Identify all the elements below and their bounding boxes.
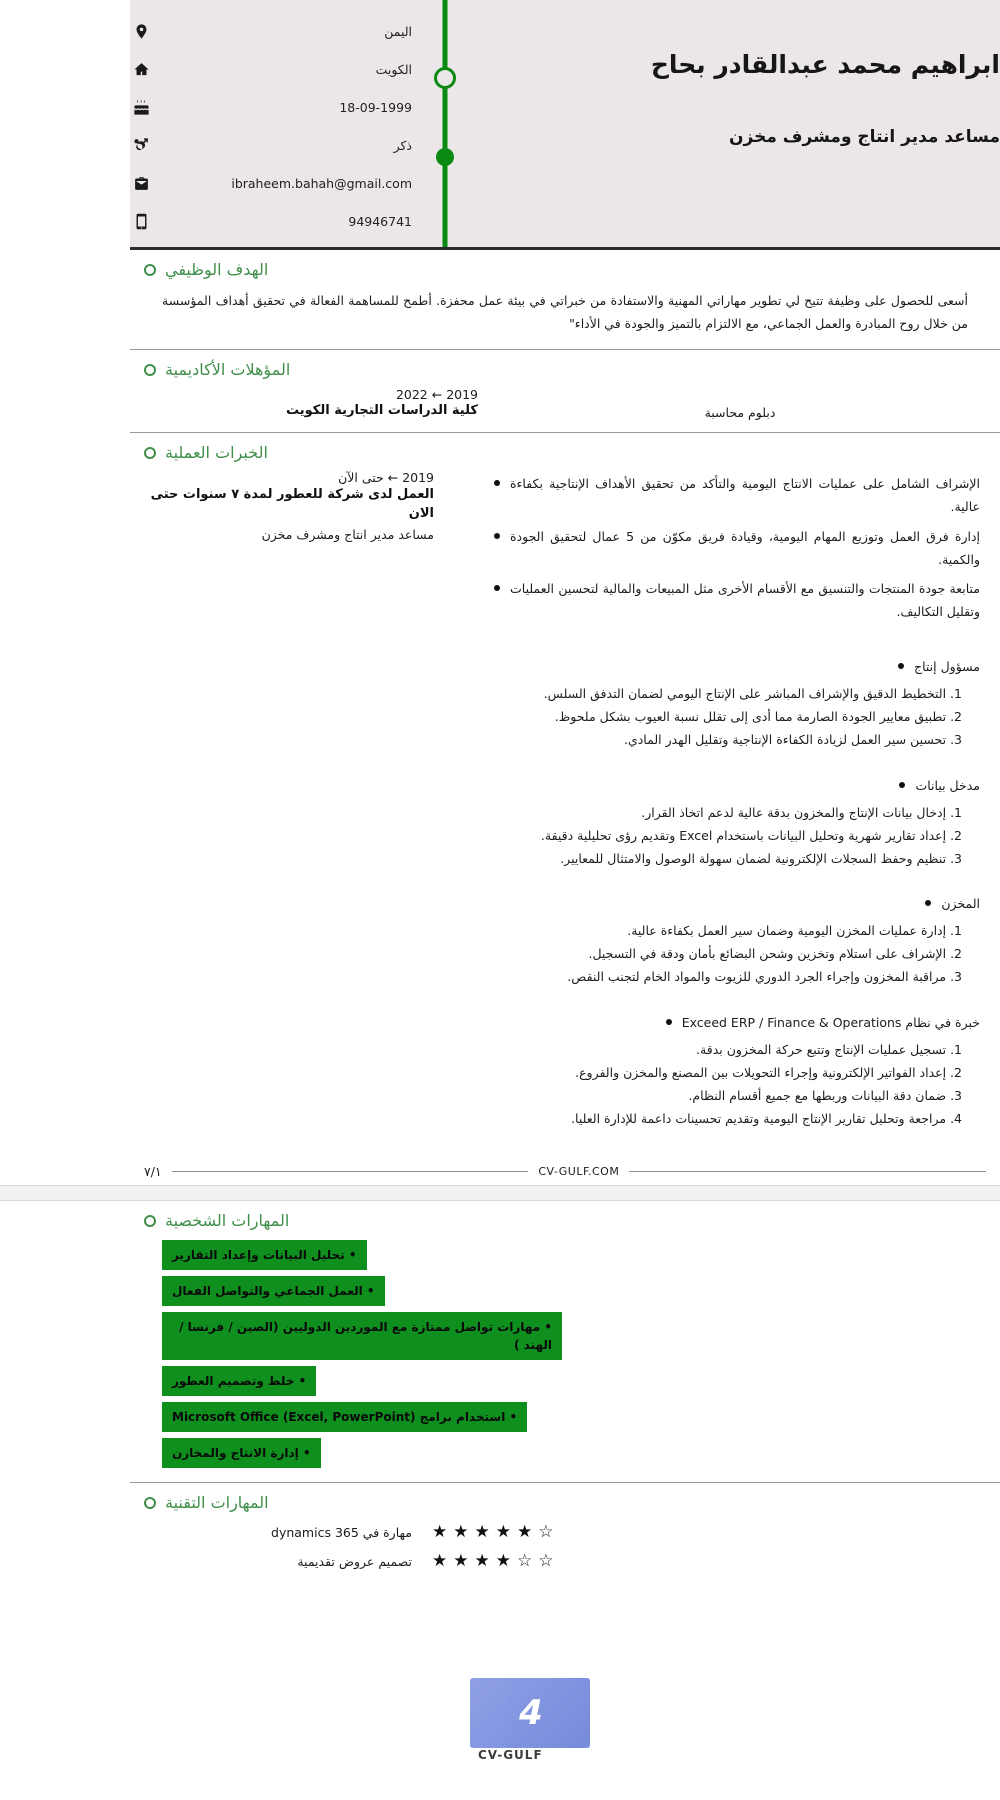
duty-group: [452, 892, 980, 989]
technical-skill-row: [144, 1518, 986, 1547]
circle-marker-icon: [144, 264, 156, 276]
location-pin-icon: [130, 20, 152, 42]
section-technical-skills: [130, 1483, 1000, 1576]
contact-item-residence: [130, 56, 412, 82]
bullet-row: [452, 525, 980, 571]
duty-item: 2. تطبيق معايير الجودة الصارمة مما أدى إلى تقلل نسبة العيوب بشكل ملحوظ.: [554, 709, 962, 725]
technical-skills-heading: [144, 1483, 986, 1518]
contact-item-gender: [130, 132, 412, 158]
experience-company: العمل لدى شركة للعطور لمدة ٧ سنوات حتى الان: [150, 487, 434, 522]
skill-tag: • إدارة الانتاج والمخازن: [162, 1438, 321, 1468]
bullet-dot-icon: [898, 663, 904, 669]
email-briefcase-icon: [130, 172, 152, 194]
experience-entry: [144, 468, 986, 1152]
objective-title: الهدف الوظيفي: [165, 260, 269, 279]
gender-icon: [130, 134, 152, 156]
duty-item-list: [452, 1038, 962, 1131]
experience-top-bullets: [452, 472, 980, 623]
rating-stars: [432, 1553, 554, 1570]
circle-marker-icon: [144, 1497, 156, 1509]
contact-value-email: ibraheem.bahah@gmail.com: [231, 175, 412, 191]
contact-value-birthdate: 18-09-1999: [339, 99, 412, 115]
contact-item-location: [130, 18, 412, 44]
star-empty-icon: ☆: [538, 1551, 554, 1572]
bullet-text: إدارة فرق العمل وتوزيع المهام اليومية، وقيادة فريق مكوّن من 5 عمال لتحقيق الجودة والكمية.: [510, 528, 980, 567]
experience-job-title: مساعد مدير انتاج ومشرف مخزن: [261, 526, 434, 542]
duty-item: 1. تسجيل عمليات الإنتاج وتتبع حركة المخزون بدقة.: [696, 1041, 962, 1057]
duty-heading: المخزن: [941, 896, 980, 911]
contact-value-gender: ذكر: [393, 137, 412, 153]
duty-item-list: [452, 682, 962, 751]
education-heading: [144, 350, 986, 385]
duty-item: 1. التخطيط الدقيق والإشراف المباشر على الإنتاج اليومي لضمان التدفق السلس.: [543, 686, 962, 702]
bullet-dot-icon: [494, 533, 500, 539]
contact-list: [130, 0, 430, 247]
experience-dates: 2019 ← حتى الآن: [338, 470, 434, 486]
skill-tag: • العمل الجماعي والتواصل الفعال: [162, 1276, 385, 1306]
circle-marker-icon: [144, 447, 156, 459]
duty-item: 3. ضمان دقة البيانات وربطها مع جميع أقسام النظام.: [688, 1087, 962, 1103]
section-experience: [130, 433, 1000, 1152]
star-empty-icon: ☆: [538, 1522, 554, 1543]
education-entry: [144, 385, 986, 430]
duty-item: 3. تنظيم وحفظ السجلات الإلكترونية لضمان سهولة الوصول والامتثال للمعايير.: [560, 850, 962, 866]
duty-item: 1. إدارة عمليات المخزن اليومية وضمان سير العمل بكفاءة عالية.: [627, 923, 962, 939]
page-footer: [130, 1158, 1000, 1185]
duty-item-list: [452, 919, 962, 988]
timeline-dot-name: [434, 67, 456, 89]
contact-item-email: [130, 170, 412, 196]
technical-skill-label: تصميم عروض تقديمية: [297, 1554, 412, 1570]
skill-tag: • استخدام برامج (Microsoft Office (Excel, PowerPoint: [162, 1402, 527, 1432]
duty-item: 3. مراقبة المخزون وإجراء الجرد الدوري للزيوت والمواد الخام لتجنب النقص.: [567, 969, 962, 985]
birthday-cake-icon: [130, 96, 152, 118]
technical-skill-row: [144, 1547, 986, 1576]
bullet-row: [452, 577, 980, 623]
personal-skills-heading: [144, 1201, 986, 1236]
rating-stars: [432, 1524, 554, 1541]
experience-details: [442, 470, 986, 1152]
duty-item: 3. تحسين سير العمل لزيادة الكفاءة الإنتاجية وتقليل الهدر المادي.: [623, 732, 962, 748]
section-objective: [130, 250, 1000, 347]
bullet-row: [452, 472, 980, 518]
watermark-text: CV-GULF: [478, 1748, 543, 1762]
mobile-phone-icon: [130, 210, 152, 232]
star-filled-icon: ★: [495, 1522, 511, 1543]
bullet-dot-icon: [925, 900, 931, 906]
experience-title: الخبرات العملية: [165, 443, 268, 463]
education-dates: 2019 ← 2022: [395, 387, 478, 403]
section-personal-skills: [130, 1201, 1000, 1476]
bullet-text: الإشراف الشامل على عمليات الانتاج اليومية والتأكد من تحقيق الأهداف الإنتاجية بكفاءة عالية.: [510, 476, 980, 515]
duty-item-list: [452, 801, 962, 870]
timeline-bar: [443, 0, 448, 247]
timeline-dot-role: [436, 148, 454, 166]
cv-header: [130, 0, 1000, 250]
bullet-dot-icon: [666, 1019, 672, 1025]
objective-text: أسعى للحصول على وظيفة تتيح لي تطوير مهاراتي المهنية والاستفادة من خبراتي في بيئة عمل محفزة. أطمح للمساهمة الفعالة في تحقيق أهداف المؤسسة من خلال روح المبادرة والعمل الجماعي، مع الالتزام بالتميز والجودة في الأداء": [162, 293, 968, 332]
duty-heading: خبرة في نظام Exceed ERP / Finance & Operations: [681, 1014, 980, 1030]
watermark-logo: 4: [470, 1678, 590, 1748]
circle-marker-icon: [144, 1215, 156, 1227]
personal-skill-tag-list: [144, 1236, 986, 1476]
education-degree: دبلوم محاسبة: [704, 405, 776, 421]
education-school: كلية الدراسات التجارية الكويت: [286, 403, 478, 419]
footer-rule-right: [172, 1171, 529, 1172]
star-filled-icon: ★: [517, 1522, 533, 1543]
candidate-name: ابراهيم محمد عبدالقادر بحاح: [650, 50, 1000, 79]
footer-rule-left: [629, 1171, 986, 1172]
circle-marker-icon: [144, 364, 156, 376]
duty-item: 2. إعداد تقارير شهرية وتحليل البيانات باستخدام Excel وتقديم رؤى تحليلية دقيقة.: [540, 827, 962, 843]
star-filled-icon: ★: [432, 1551, 448, 1572]
home-icon: [130, 58, 152, 80]
contact-item-phone: [130, 208, 412, 234]
bullet-dot-icon: [899, 782, 905, 788]
contact-value-phone: 94946741: [348, 213, 412, 229]
objective-heading: [144, 250, 986, 285]
duty-heading: مدخل بيانات: [915, 777, 980, 793]
personal-skills-title: المهارات الشخصية: [165, 1211, 290, 1231]
star-empty-icon: ☆: [517, 1551, 533, 1572]
skill-tag: • مهارات تواصل ممتازة مع الموردين الدوليين (الصين / فرنسا / الهند ): [162, 1312, 562, 1360]
contact-value-residence: الكويت: [375, 61, 412, 77]
skill-tag: • خلط وتصميم العطور: [162, 1366, 316, 1396]
bullet-dot-icon: [494, 585, 500, 591]
contact-value-location: اليمن: [384, 23, 412, 39]
bullet-dot-icon: [494, 480, 500, 486]
contact-item-birthdate: [130, 94, 412, 120]
duty-group: [452, 774, 980, 871]
technical-skills-title: المهارات التقنية: [165, 1493, 269, 1513]
duty-item: 1. إدخال بيانات الإنتاج والمخزون بدقة عالية لدعم اتخاذ القرار.: [641, 804, 962, 820]
duty-group: [452, 655, 980, 752]
technical-skill-label: مهارة في dynamics 365: [271, 1525, 412, 1541]
duty-item: 2. الإشراف على استلام وتخزين وشحن البضائع بأمان ودقة في التسجيل.: [588, 946, 962, 962]
duty-item: 2. إعداد الفواتير الإلكترونية وإجراء التحويلات بين المصنع والمخزن والفروع.: [575, 1064, 962, 1080]
star-filled-icon: ★: [432, 1522, 448, 1543]
section-education: [130, 350, 1000, 430]
duty-group: [452, 1011, 980, 1131]
duty-item: 4. مراجعة وتحليل تقارير الإنتاج اليومية وتقديم تحسينات داعمة للإدارة العليا.: [571, 1111, 962, 1126]
star-filled-icon: ★: [474, 1522, 490, 1543]
bullet-text: متابعة جودة المنتجات والتنسيق مع الأقسام الأخرى مثل المبيعات والمالية لتحسين العمليات وتقليل التكاليف.: [510, 580, 980, 619]
skill-tag: • تحليل البيانات وإعداد التقارير: [162, 1240, 367, 1270]
star-filled-icon: ★: [495, 1551, 511, 1572]
experience-heading: [144, 433, 986, 468]
candidate-role: مساعد مدير انتاج ومشرف مخزن: [729, 127, 1000, 147]
star-filled-icon: ★: [453, 1551, 469, 1572]
identity-block: [460, 0, 1000, 247]
star-filled-icon: ★: [474, 1551, 490, 1572]
star-filled-icon: ★: [453, 1522, 469, 1543]
duty-heading: مسؤول إنتاج: [914, 659, 980, 674]
education-title: المؤهلات الأكاديمية: [165, 360, 291, 380]
page-break: [0, 1185, 1000, 1201]
page-number: ٧/١: [144, 1164, 162, 1180]
footer-site: CV-GULF.COM: [538, 1165, 620, 1179]
header-timeline: [430, 0, 460, 247]
